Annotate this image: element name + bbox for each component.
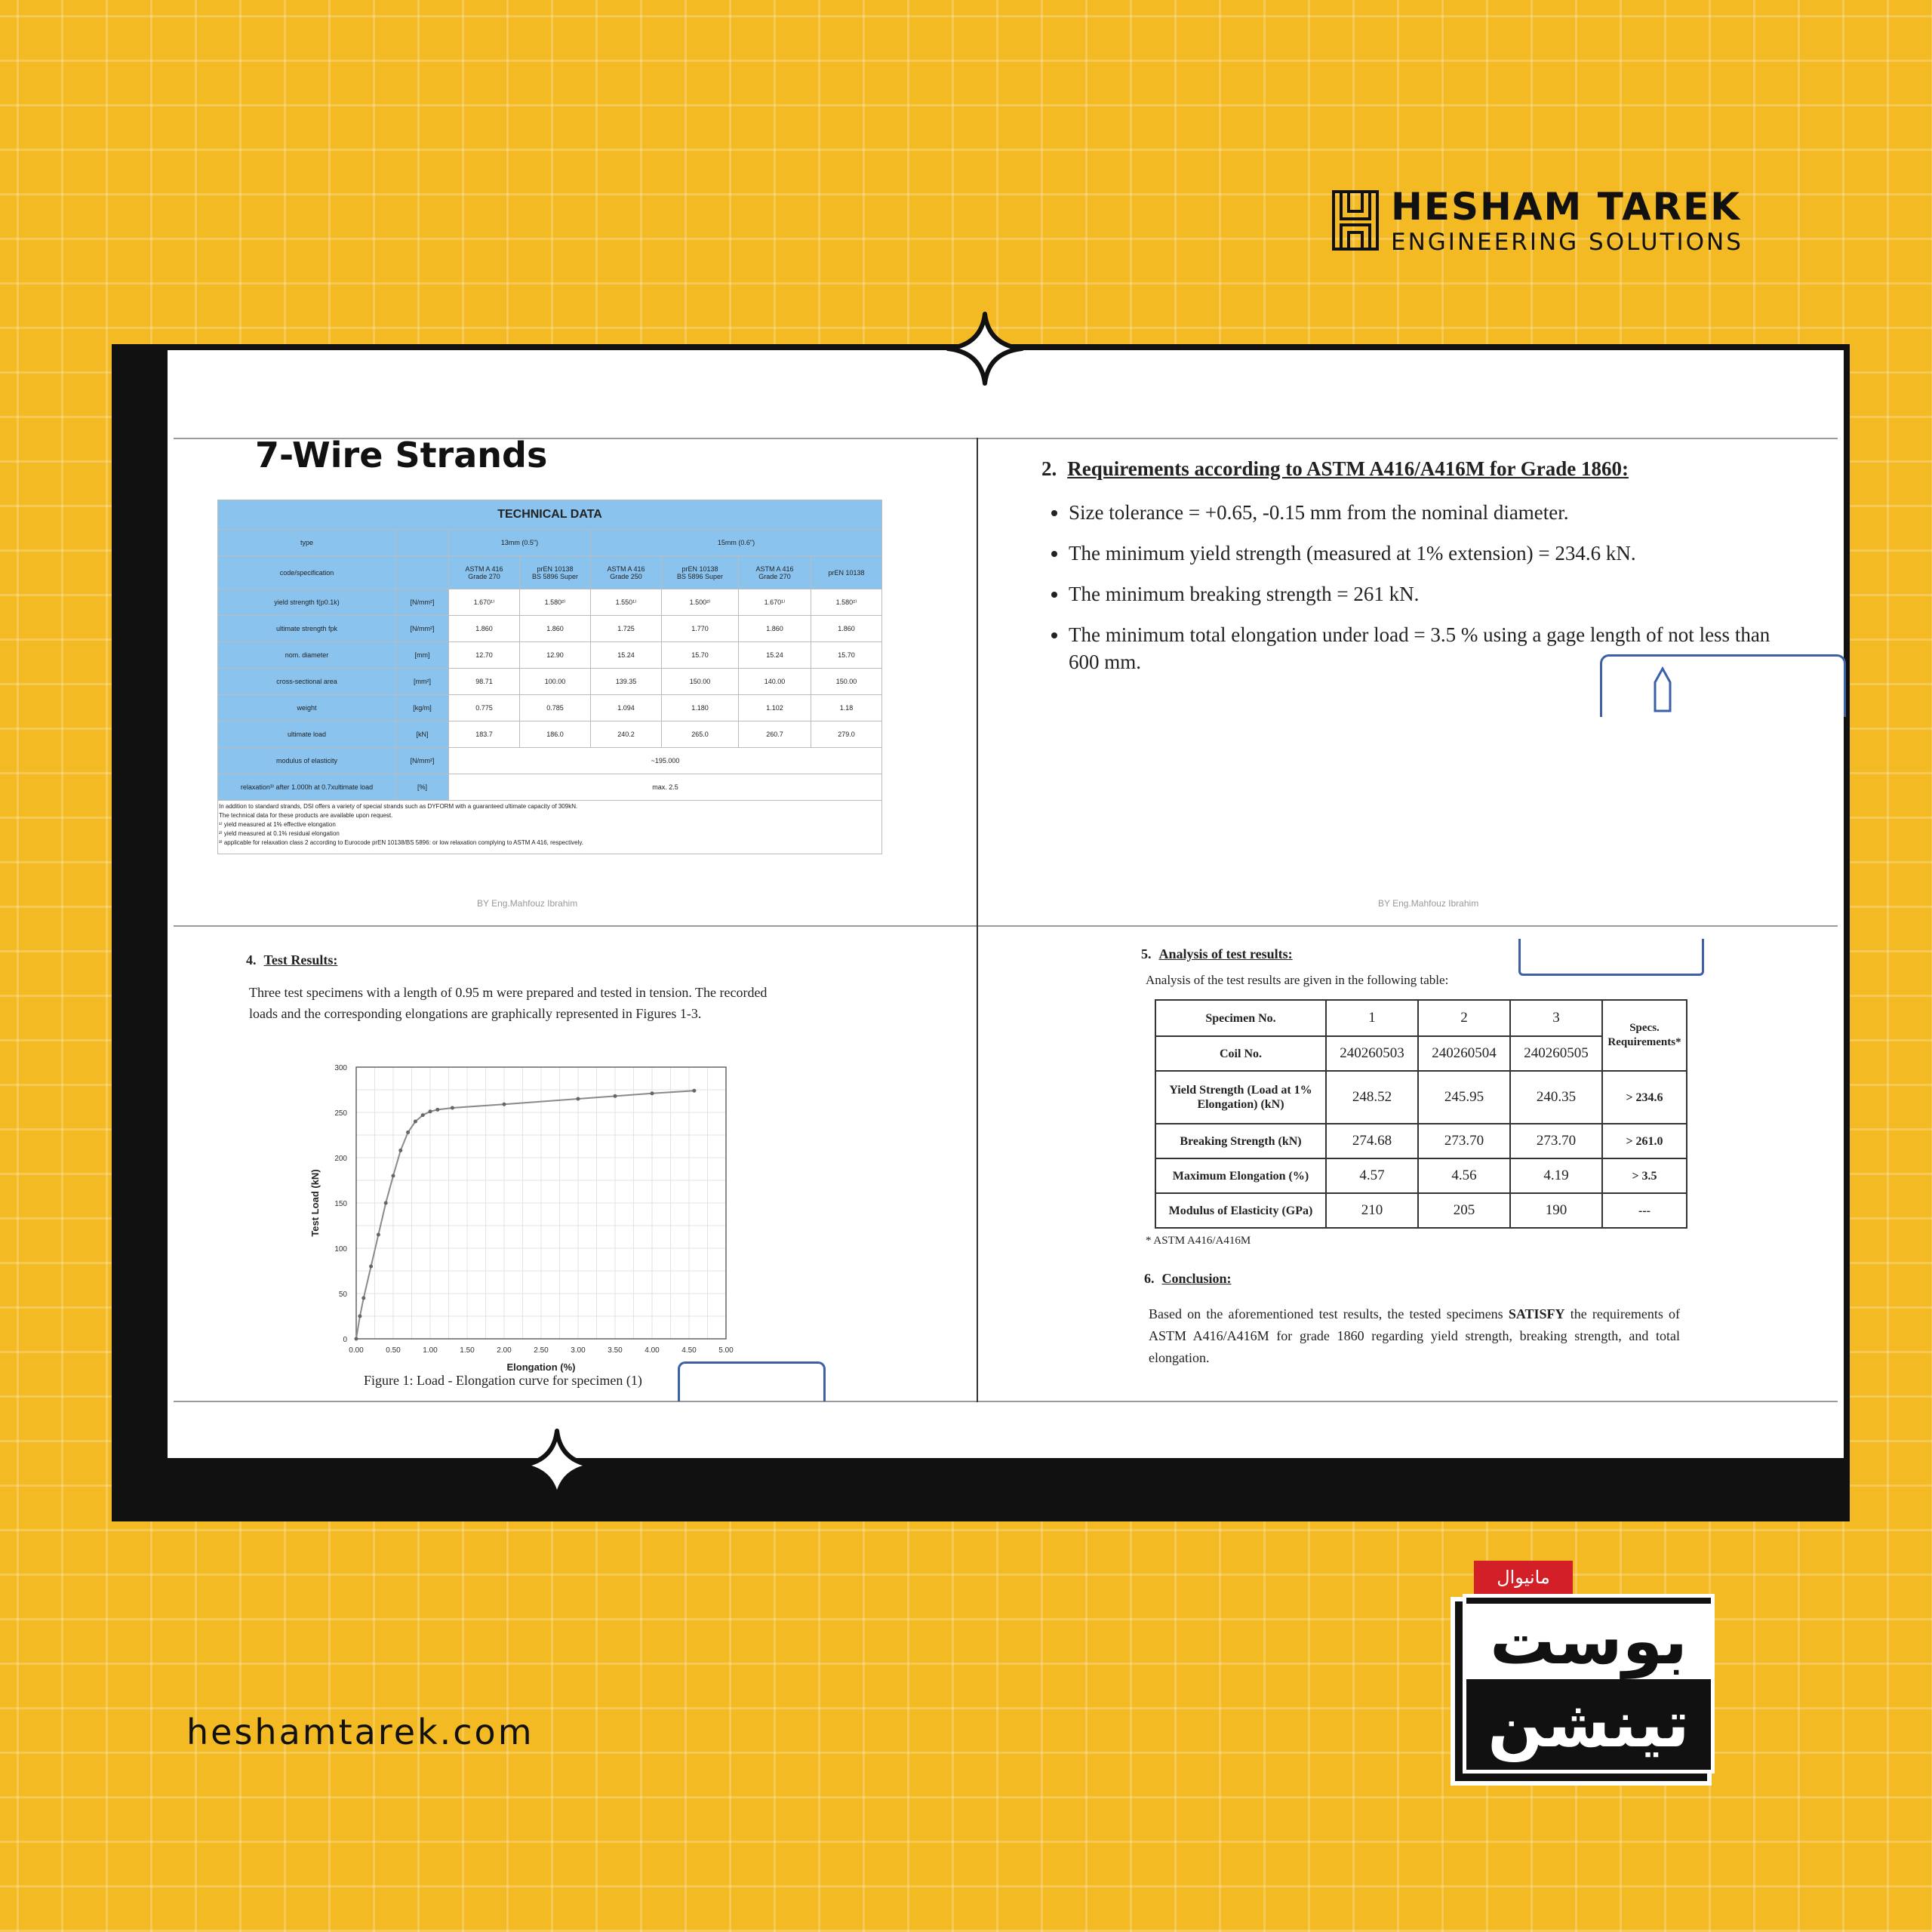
cell: 4.56: [1418, 1158, 1510, 1193]
cell: ~195.000: [449, 748, 882, 774]
header-cell: 1: [1326, 1000, 1418, 1036]
y-tick-label: 50: [338, 1291, 347, 1299]
row-label: Breaking Strength (kN): [1155, 1124, 1326, 1158]
divider-vertical: [977, 438, 978, 1402]
conclusion-section: [1144, 1271, 1680, 1369]
sparkle-bottom-icon: [515, 1428, 598, 1503]
cell: 4.57: [1326, 1158, 1418, 1193]
x-tick-label: 1.00: [423, 1346, 438, 1355]
table-row: [218, 669, 882, 695]
conclusion-text: the requirements of ASTM A416/A416M for grade 1860 regarding yield strength, breaking strength, and total elongation.: [1149, 1306, 1681, 1365]
badge-tag: مانيوال: [1474, 1561, 1573, 1594]
x-tick-label: 4.00: [645, 1346, 660, 1355]
heading-text: Analysis of test results:: [1158, 946, 1293, 961]
row-unit: [mm]: [396, 642, 449, 669]
cell: 1.580²⁾: [520, 589, 591, 616]
note: ¹⁾ yield measured at 1% effective elongation: [219, 821, 336, 828]
header-cell: Specs. Requirements*: [1602, 1000, 1687, 1071]
cell: 248.52: [1326, 1071, 1418, 1124]
row-label: ultimate strength fpk: [218, 616, 396, 642]
x-axis-label: Elongation (%): [506, 1361, 576, 1373]
table-notes: [218, 801, 882, 854]
cell: 150.00: [811, 669, 882, 695]
x-tick-label: 3.50: [608, 1346, 623, 1355]
divider-bottom: [174, 1401, 1838, 1402]
cell: > 3.5: [1602, 1158, 1687, 1193]
data-point: [435, 1108, 439, 1112]
y-tick-label: 0: [343, 1336, 347, 1344]
row-label: yield strength f(p0.1k): [218, 589, 396, 616]
note: The technical data for these products are available upon request.: [219, 812, 393, 819]
row-label: relaxation³⁾ after 1.000h at 0.7xultimate load: [218, 774, 396, 801]
cell: 15.24: [591, 642, 662, 669]
x-tick-label: 1.50: [460, 1346, 475, 1355]
cell: 1.18: [811, 695, 882, 721]
cell: 1.860: [739, 616, 811, 642]
table-row: [1155, 1124, 1687, 1158]
size-15: 15mm (0.6"): [591, 530, 882, 556]
heading-number: 6.: [1144, 1271, 1155, 1286]
header-cell: 2: [1418, 1000, 1510, 1036]
cell: 240260504: [1418, 1036, 1510, 1071]
data-point: [358, 1315, 361, 1318]
data-point: [421, 1113, 425, 1117]
table-footnote: * ASTM A416/A416M: [1146, 1235, 1251, 1247]
row-unit: [N/mm²]: [396, 616, 449, 642]
heading-number: 2.: [1041, 457, 1057, 480]
cell: 140.00: [739, 669, 811, 695]
series-line: [356, 1091, 694, 1339]
row-unit: [mm²]: [396, 669, 449, 695]
cell: 150.00: [662, 669, 739, 695]
stamp-graphic: [1600, 654, 1846, 717]
cell: 273.70: [1510, 1124, 1602, 1158]
divider-middle: [174, 925, 1838, 927]
cell: 15.70: [811, 642, 882, 669]
table-row: [1155, 1071, 1687, 1124]
cell: 98.71: [449, 669, 520, 695]
y-tick-label: 150: [334, 1200, 347, 1208]
cell: 273.70: [1418, 1124, 1510, 1158]
cell: 1.860: [449, 616, 520, 642]
cell: 1.180: [662, 695, 739, 721]
data-point: [651, 1091, 654, 1095]
cell: 279.0: [811, 721, 882, 748]
row-unit: [%]: [396, 774, 449, 801]
row-label: Modulus of Elasticity (GPa): [1155, 1193, 1326, 1228]
table-row: [218, 748, 882, 774]
table-title: TECHNICAL DATA: [218, 500, 882, 530]
data-point: [377, 1233, 380, 1237]
x-tick-label: 0.00: [349, 1346, 364, 1355]
data-point: [451, 1106, 454, 1110]
requirements-list: [1069, 499, 1796, 675]
header-cell: 3: [1510, 1000, 1602, 1036]
cell: 1.580²⁾: [811, 589, 882, 616]
y-axis-label: Test Load (kN): [309, 1169, 321, 1237]
cell: 0.775: [449, 695, 520, 721]
conclusion-heading: [1144, 1271, 1680, 1287]
row-label: Maximum Elongation (%): [1155, 1158, 1326, 1193]
table-row: [218, 721, 882, 748]
cell: 1.670¹⁾: [449, 589, 520, 616]
brand-logo: [1331, 185, 1743, 256]
strands-title: 7-Wire Strands: [255, 435, 548, 475]
heading-text: Conclusion:: [1161, 1271, 1232, 1286]
data-point: [692, 1089, 696, 1093]
badge-subtitle: تينشن: [1487, 1687, 1690, 1762]
note: ³⁾ applicable for relaxation class 2 according to Eurocode prEN 10138/BS 5896: or low relaxation complying to ASTM A 416, respectively.: [219, 839, 583, 846]
series-badge: [1463, 1594, 1715, 1774]
cell: 4.19: [1510, 1158, 1602, 1193]
cell: 240260503: [1326, 1036, 1418, 1071]
row-label: cross-sectional area: [218, 669, 396, 695]
load-elongation-chart: [281, 1052, 884, 1373]
data-point: [406, 1131, 410, 1134]
brand-name: HESHAM TAREK: [1391, 185, 1742, 229]
code-cell: prEN 10138: [811, 556, 882, 589]
test-results-paragraph: Three test specimens with a length of 0.95 m were prepared and tested in tension. The recorded loads and the corresponding elongations are graphically represented in Figures 1-3.: [249, 985, 768, 1021]
table-row: [218, 589, 882, 616]
cell: 15.70: [662, 642, 739, 669]
data-point: [384, 1201, 388, 1205]
conclusion-keyword: SATISFY: [1508, 1306, 1565, 1321]
size-13: 13mm (0.5"): [449, 530, 591, 556]
code-cell: ASTM A 416 Grade 270: [739, 556, 811, 589]
cell: 1.860: [520, 616, 591, 642]
row-unit: [N/mm²]: [396, 589, 449, 616]
conclusion-text: Based on the aforementioned test results, the tested specimens: [1149, 1306, 1509, 1321]
table-row: [218, 695, 882, 721]
cell: 1.094: [591, 695, 662, 721]
cell: 240.35: [1510, 1071, 1602, 1124]
list-item: • Size tolerance = +0.65, -0.15 mm from the nominal diameter.: [1069, 499, 1796, 526]
row-label: Yield Strength (Load at 1% Elongation) (kN): [1155, 1071, 1326, 1124]
cell: 240.2: [591, 721, 662, 748]
table-row: [218, 642, 882, 669]
list-item: • The minimum total elongation under load = 3.5 % using a gage length of not less than 600 mm.: [1069, 621, 1778, 675]
cell: 139.35: [591, 669, 662, 695]
code-cell: prEN 10138 BS 5896 Super: [662, 556, 739, 589]
cell: 12.70: [449, 642, 520, 669]
note: In addition to standard strands, DSI offers a variety of special strands such as DYFORM with a guaranteed ultimate capacity of 309kN.: [219, 803, 578, 810]
cell: 1.860: [811, 616, 882, 642]
code-cell: ASTM A 416 Grade 250: [591, 556, 662, 589]
note: ²⁾ yield measured at 0.1% residual elongation: [219, 830, 340, 837]
table-row: [218, 774, 882, 801]
badge-title: بوست: [1466, 1604, 1711, 1679]
data-point: [369, 1265, 373, 1269]
heading-text: Requirements according to ASTM A416/A416M for Grade 1860:: [1067, 457, 1629, 480]
cell: 190: [1510, 1193, 1602, 1228]
code-cell: prEN 10138 BS 5896 Super: [520, 556, 591, 589]
cell: 0.785: [520, 695, 591, 721]
cell: 186.0: [520, 721, 591, 748]
cell: > 261.0: [1602, 1124, 1687, 1158]
cell: 265.0: [662, 721, 739, 748]
data-point: [429, 1109, 432, 1113]
stamp-graphic: [1518, 939, 1704, 976]
cell: 245.95: [1418, 1071, 1510, 1124]
x-tick-label: 2.00: [497, 1346, 512, 1355]
y-tick-label: 300: [334, 1064, 347, 1072]
cell: 1.725: [591, 616, 662, 642]
cell: 183.7: [449, 721, 520, 748]
cell: 1.670¹⁾: [739, 589, 811, 616]
x-tick-label: 4.50: [681, 1346, 697, 1355]
code-cell: ASTM A 416 Grade 270: [449, 556, 520, 589]
requirements-heading: [1041, 457, 1796, 481]
cell: 205: [1418, 1193, 1510, 1228]
heading-number: 4.: [246, 952, 257, 968]
cell: max. 2.5: [449, 774, 882, 801]
header-cell: Coil No.: [1155, 1036, 1326, 1071]
row-label: modulus of elasticity: [218, 748, 396, 774]
test-results-heading: [246, 952, 792, 968]
data-point: [355, 1337, 358, 1341]
brand-subtitle: ENGINEERING SOLUTIONS: [1391, 229, 1743, 256]
data-point: [361, 1297, 365, 1300]
type-label: type: [218, 530, 396, 556]
website-url[interactable]: heshamtarek.com: [186, 1712, 534, 1752]
cell: > 234.6: [1602, 1071, 1687, 1124]
stamp-graphic: [678, 1361, 826, 1401]
heading-text: Test Results:: [263, 952, 338, 968]
list-item: • The minimum breaking strength = 261 kN.: [1069, 580, 1796, 608]
table-row: [1155, 1193, 1687, 1228]
x-tick-label: 3.00: [571, 1346, 586, 1355]
cell: 210: [1326, 1193, 1418, 1228]
data-point: [398, 1149, 402, 1152]
credit-left: BY Eng.Mahfouz Ibrahim: [477, 898, 578, 909]
x-tick-label: 5.00: [718, 1346, 734, 1355]
figure-caption: Figure 1: Load - Elongation curve for specimen (1): [364, 1373, 642, 1388]
sparkle-top-icon: [943, 311, 1026, 386]
table-row: [218, 616, 882, 642]
row-label: weight: [218, 695, 396, 721]
data-point: [577, 1097, 580, 1101]
cell: 15.24: [739, 642, 811, 669]
header-cell: Specimen No.: [1155, 1000, 1326, 1036]
cell: 12.90: [520, 642, 591, 669]
list-item: • The minimum yield strength (measured at 1% extension) = 234.6 kN.: [1069, 540, 1796, 567]
cell: 1.500²⁾: [662, 589, 739, 616]
technical-data-table: [217, 500, 882, 854]
cell: 240260505: [1510, 1036, 1602, 1071]
cell: 274.68: [1326, 1124, 1418, 1158]
row-label: nom. diameter: [218, 642, 396, 669]
credit-right: BY Eng.Mahfouz Ibrahim: [1378, 898, 1479, 909]
stamp-tower-icon: [1647, 667, 1678, 712]
data-point: [614, 1094, 617, 1098]
x-tick-label: 0.50: [386, 1346, 401, 1355]
brand-mark-icon: [1331, 189, 1380, 252]
row-unit: [kg/m]: [396, 695, 449, 721]
test-results-section: [246, 952, 792, 1024]
y-tick-label: 250: [334, 1109, 347, 1118]
cell: 260.7: [739, 721, 811, 748]
data-point: [503, 1103, 506, 1106]
cell: ---: [1602, 1193, 1687, 1228]
row-unit: [N/mm²]: [396, 748, 449, 774]
y-tick-label: 200: [334, 1155, 347, 1163]
heading-number: 5.: [1141, 946, 1152, 961]
data-point: [414, 1120, 417, 1124]
x-tick-label: 2.50: [534, 1346, 549, 1355]
document-panel: [162, 344, 1850, 1464]
table-row: [1155, 1158, 1687, 1193]
data-point: [392, 1174, 395, 1178]
cell: 1.102: [739, 695, 811, 721]
y-tick-label: 100: [334, 1245, 347, 1254]
cell: 1.550¹⁾: [591, 589, 662, 616]
cell: 100.00: [520, 669, 591, 695]
analysis-table: [1155, 999, 1687, 1229]
cell: 1.770: [662, 616, 739, 642]
analysis-intro: Analysis of the test results are given in the following table:: [1146, 973, 1449, 987]
row-label: ultimate load: [218, 721, 396, 748]
row-unit: [kN]: [396, 721, 449, 748]
code-label: code/specification: [218, 556, 396, 589]
conclusion-paragraph: [1149, 1303, 1680, 1369]
